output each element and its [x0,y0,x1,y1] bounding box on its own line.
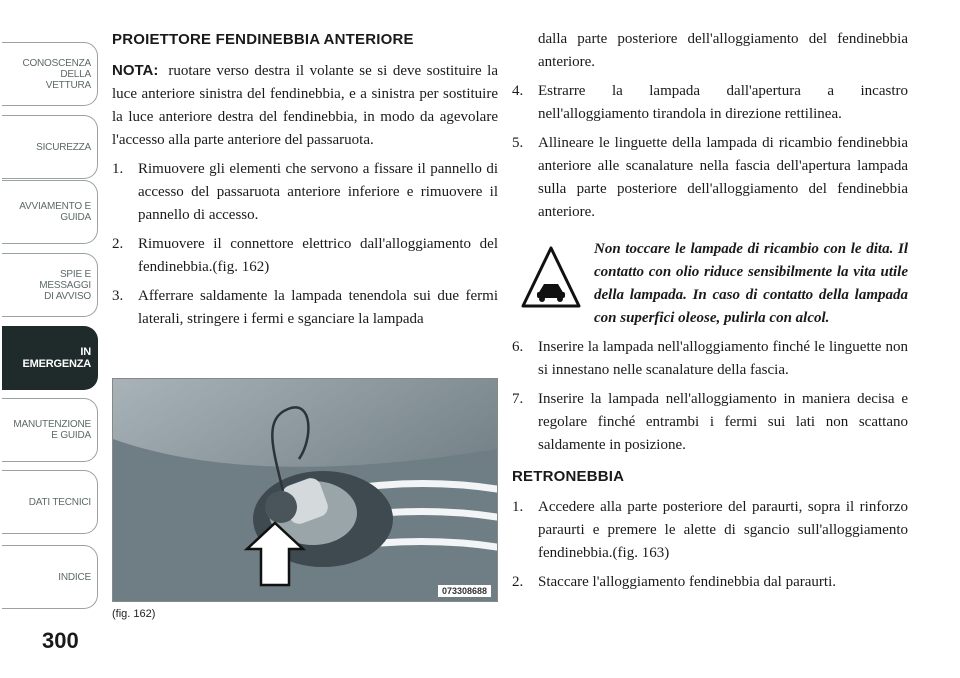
left-column [112,28,498,331]
list-item [112,233,498,279]
step-text: Rimuovere gli elementi che servono a fissare il pannello di accesso del passaruota anteriore inferiore e rimuovere il pannello di accesso. [138,161,498,223]
step-text: Allineare le linguette della lampada di ricambio fendinebbia anteriore alle scanalature nella fascia dell'apertura lampada sulla parte posteriore dell'alloggiamento del fendinebbia anteriore. [538,135,908,220]
tab-dati-tecnici[interactable] [2,470,98,534]
tab-spie-e-messaggi[interactable] [2,253,98,317]
tab-label: AVVIAMENTO E GUIDA [19,201,91,223]
tab-label: CONOSCENZA DELLA VETTURA [22,57,91,91]
tab-avviamento-e-guida[interactable] [2,180,98,244]
tab-label: MANUTENZIONE E GUIDA [13,419,91,441]
tab-in-emergenza[interactable] [2,326,98,390]
section-heading: PROIETTORE FENDINEBBIA ANTERIORE [112,31,414,48]
tab-sicurezza[interactable] [2,115,98,179]
section-heading-retronebbia: RETRONEBBIA [512,468,625,485]
note-text: ruotare verso destra il volante se si deve sostituire la luce anteriore sinistra del fendinebbia, e a sinistra per sostituire la luce anteriore destra del fendinebbia, in modo da agevolare l'accesso alla parte anteriore del passaruota. [112,63,498,148]
step-number: 3. [112,288,124,304]
figure-code: 073308688 [438,585,491,597]
step-text: Afferrare saldamente la lampada tenendola sui due fermi laterali, stringere i fermi e sganciare la lampada [138,288,498,327]
list-item [112,158,498,227]
tab-label: SPIE E MESSAGGI DI AVVISO [39,268,91,302]
step-number: 1. [112,161,124,177]
figure-fog-lamp [112,378,498,602]
note-label: NOTA: [112,62,159,79]
continued-text: dalla parte posteriore dell'alloggiamento del fendinebbia anteriore. [538,31,908,70]
list-item [512,388,908,457]
fog-lamp-illustration [113,379,497,601]
right-column [512,28,908,594]
tab-label: SICUREZZA [36,141,91,153]
step-number: 1. [512,499,524,515]
note-paragraph [112,59,498,152]
step-text: Estrarre la lampada dall'apertura a incastro nell'alloggiamento tirandola in direzione rettilinea. [538,83,908,122]
tab-label: IN EMERGENZA [22,346,91,370]
page-number: 300 [42,628,79,653]
list-item [512,496,908,565]
list-item [112,285,498,331]
step-text: Inserire la lampada nell'alloggiamento in maniera decisa e regolare finché entrambi i fermi sui lati non scattano saldamente in posizione. [538,391,908,453]
warning-triangle-icon [520,244,582,314]
warning-text: Non toccare le lampade di ricambio con le dita. Il contatto con olio riduce sensibilmente la vita utile della lampada. In caso di contatto della lampada con superfici oleose, pulirla con alcol. [594,241,908,326]
list-item [512,336,908,382]
warning-box [512,238,908,330]
tab-manutenzione-e-guida[interactable] [2,398,98,462]
tab-conoscenza-della-vettura[interactable] [2,42,98,106]
tab-label: INDICE [58,571,91,583]
step-text: Rimuovere il connettore elettrico dall'alloggiamento del fendinebbia.(fig. 162) [138,236,498,275]
step-number: 5. [512,135,524,151]
figure-caption: (fig. 162) [112,608,156,620]
list-item [512,80,908,126]
step-text: Accedere alla parte posteriore del paraurti, sopra il rinforzo paraurti e premere le alette di sgancio sull'alloggiamento fendinebbia.(fig. 163) [538,499,908,561]
tab-label: DATI TECNICI [28,496,91,508]
step-text: Inserire la lampada nell'alloggiamento finché le linguette non si innestano nelle scanalature della fascia. [538,339,908,378]
step-number: 7. [512,391,524,407]
step-text: Staccare l'alloggiamento fendinebbia dal paraurti. [538,574,836,590]
tab-indice[interactable] [2,545,98,609]
step-number: 4. [512,83,524,99]
list-item [512,132,908,224]
list-item [512,571,908,594]
step-number: 2. [512,574,524,590]
step-number: 6. [512,339,524,355]
step-number: 2. [112,236,124,252]
